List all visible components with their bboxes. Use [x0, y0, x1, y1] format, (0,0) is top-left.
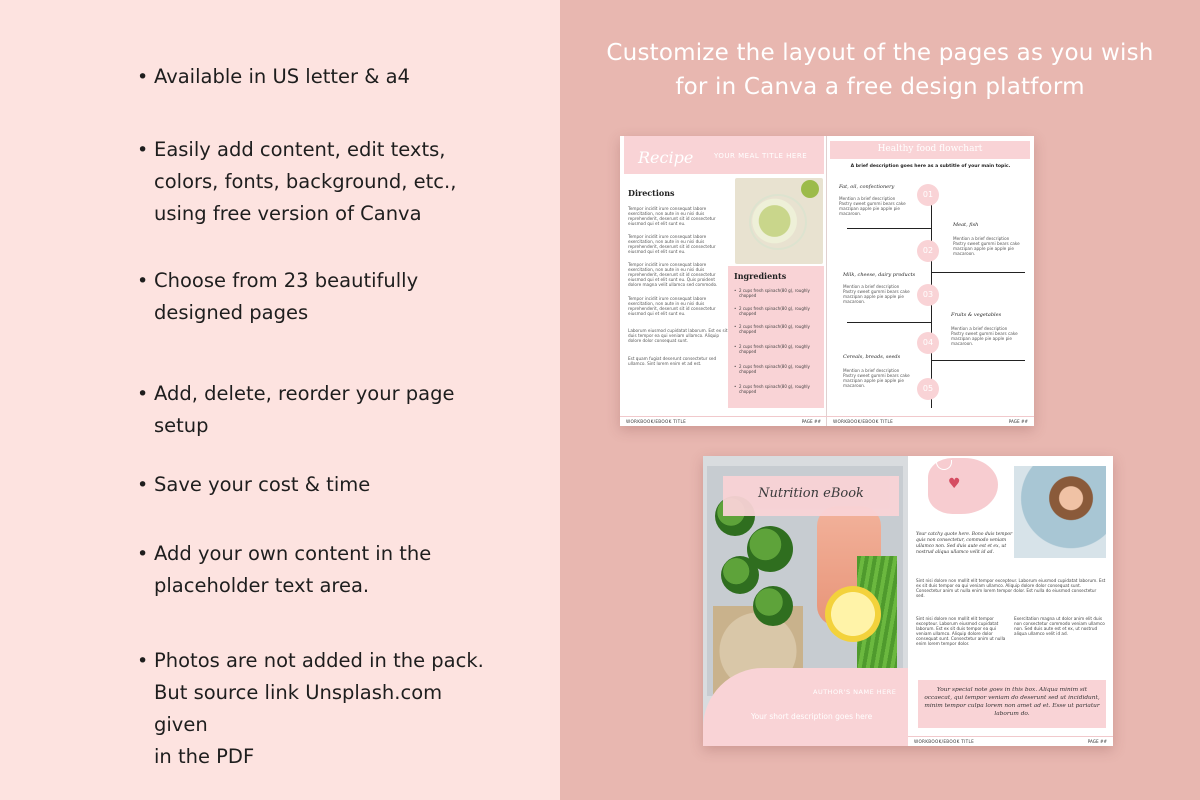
ingredients-title: Ingredients	[734, 271, 787, 281]
special-note-text: Your special note goes in this box. Aliqua minim sit occaecat, qui tempor veniam do deserunt sed ut incididunt, minim tempor culpa lorem non amet ad et. Esse ut pariatur laborum do.	[924, 687, 1100, 717]
flow-step-label: Milk, cheese, dairy products	[843, 272, 916, 278]
feature-item	[137, 538, 497, 602]
body-paragraph: Sint nisi dolore non mollit elit tempor excepteur. Laborum eiusmod cupidatat laborum. Est ex sit duis tempor ea qui veniam ullamco. Aliquip dolore dolor consequat sunt. Consectetur anim ut nulla enim lorem tempor dolor. Est nulla do eiusmod consectetur sed.	[916, 578, 1106, 598]
flow-connector	[847, 228, 931, 229]
feature-item	[137, 469, 497, 501]
flow-step-number: 02	[917, 240, 939, 262]
footer-page-number: PAGE ##	[1087, 739, 1107, 744]
directions-paragraph: Tempor incidit irure consequat labore exercitation, non aute in eu nisi duis reprehenderit, deserunt sit id consectetur eiusmod qui et elit sunt eu.	[628, 206, 716, 226]
bullet-icon: •	[137, 383, 149, 405]
flow-step-number: 01	[917, 184, 939, 206]
recipe-script-title: Recipe	[638, 148, 694, 167]
footer-page-number: PAGE ##	[801, 419, 821, 424]
bullet-icon: •	[137, 66, 149, 88]
ebook-cover	[703, 456, 908, 746]
bullet-icon: •	[137, 474, 149, 496]
body-paragraph: Sint nisi dolore non mollit elit tempor excepteur. Laborum eiusmod cupidatat laborum. Est ex sit duis tempor ea qui veniam ullamco. Aliquip dolore dolor consequat sunt. Consectetur anim ut nulla enim lorem tempor dolor.	[916, 616, 1006, 646]
ingredients-box	[728, 266, 824, 408]
flow-step-label: Cereals, breads, seeds	[843, 354, 901, 360]
directions-paragraph: Tempor incidit irure consequat labore exercitation, non aute in eu nisi duis reprehenderit, deserunt sit id consectetur eiusmod qui et elit sunt eu. Quis proident dolore magna velit ullamco sed commodo.	[628, 262, 718, 287]
feature-item	[137, 645, 497, 773]
recipe-header	[624, 136, 824, 174]
directions-title: Directions	[628, 188, 675, 198]
ingredient-item: • 2 cups fresh spinach(80 g), roughly chopped	[734, 344, 820, 354]
flow-step-label: Meat, fish	[953, 222, 979, 228]
meal-title: YOUR MEAL TITLE HERE	[714, 152, 808, 160]
footer-page-number: PAGE ##	[1008, 419, 1028, 424]
lemon-slice	[825, 586, 881, 642]
directions-paragraph: Tempor incidit irure consequat labore exercitation, non aute in eu nisi duis reprehenderit, deserunt sit id consectetur eiusmod qui et elit sunt eu.	[628, 234, 716, 254]
ingredient-item: • 2 cups fresh spinach(80 g), roughly chopped	[734, 306, 820, 316]
ingredient-item: • 2 cups fresh spinach(80 g), roughly chopped	[734, 384, 820, 394]
feature-item	[137, 134, 497, 230]
flow-step-number: 04	[917, 332, 939, 354]
page-footer	[908, 736, 1113, 746]
footer-title: WORKBOOK/EBOOK TITLE	[914, 739, 975, 744]
flow-step-text: Mention a brief description Pastry sweet gummi bears cake marzipan apple pie apple pie macaroon.	[951, 326, 1018, 346]
flow-step-label: Fat, oil, confectionery	[839, 184, 895, 190]
flow-step-text: Mention a brief description Pastry sweet gummi bears cake marzipan apple pie apple pie macaroon.	[839, 196, 906, 216]
feature-item	[137, 378, 497, 442]
cover-title-band	[723, 476, 899, 516]
directions-paragraph: Laborum eiusmod cupidatat laborum. Est ex sit duis tempor ea qui veniam ullamco. Aliquip dolore dolor consequat sunt.	[628, 328, 728, 343]
feature-list	[0, 0, 560, 800]
flow-connector	[847, 322, 931, 323]
salad-photo	[735, 178, 823, 264]
lime-slice	[801, 180, 819, 198]
flow-step-text: Mention a brief description Pastry sweet gummi bears cake marzipan apple pie apple pie macaroon.	[953, 236, 1020, 256]
bullet-icon: •	[137, 543, 149, 565]
flowchart-header	[830, 141, 1030, 159]
broccoli	[721, 556, 759, 594]
footer-title: WORKBOOK/EBOOK TITLE	[833, 419, 894, 424]
cover-description: Your short description goes here	[751, 712, 873, 721]
feature-text: Add your own content in the placeholder text area.	[154, 542, 432, 597]
cover-title: Nutrition eBook	[758, 486, 864, 501]
headline: Customize the layout of the pages as you wish for in Canva a free design platform	[606, 40, 1154, 100]
flow-connector	[931, 360, 1025, 361]
feature-text: Add, delete, reorder your page setup	[154, 382, 455, 437]
page-footer	[620, 416, 827, 426]
feature-text: Available in US letter & a4	[154, 65, 410, 88]
ingredient-item: • 2 cups fresh spinach(80 g), roughly chopped	[734, 324, 820, 334]
ebook-spread	[703, 456, 1113, 746]
recipe-flowchart-spread	[620, 136, 1034, 426]
recipe-page	[620, 136, 827, 426]
flowchart-title: Healthy food flowchart	[877, 144, 983, 154]
flow-step-text: Mention a brief description Pastry sweet gummi bears cake marzipan apple pie apple pie macaroon.	[843, 284, 910, 304]
feature-text: Photos are not added in the pack. But source link Unsplash.com given in the PDF	[154, 649, 484, 768]
directions-paragraph: Est quam fugiat deserunt consectetur sed ullamco. Sint lorem enim et ad est.	[628, 356, 717, 366]
cover-author: AUTHOR'S NAME HERE	[813, 688, 897, 696]
woman-eating-photo	[1014, 466, 1106, 558]
special-note-box	[918, 680, 1106, 728]
bullet-icon: •	[137, 650, 149, 672]
flow-connector	[931, 272, 1025, 273]
feature-item	[137, 61, 497, 93]
body-paragraph: Exercitation magna ut dolor anim elit duis non consectetur commodo veniam ullamco non. Sed duis aute est et ex, ut nostrud aliqua ullamco velit id ad.	[1014, 616, 1105, 636]
flow-step-label: Fruits & vegetables	[951, 312, 1002, 318]
flow-step-text: Mention a brief description Pastry sweet gummi bears cake marzipan apple pie apple pie macaroon.	[843, 368, 910, 388]
footer-title: WORKBOOK/EBOOK TITLE	[626, 419, 687, 424]
ingredient-item: • 2 cups fresh spinach(80 g), roughly chopped	[734, 364, 820, 374]
ebook-content-page	[908, 456, 1113, 746]
feature-item	[137, 265, 497, 329]
page-footer	[827, 416, 1034, 426]
feature-text: Choose from 23 beautifully designed pages	[154, 269, 419, 324]
directions-paragraph: Tempor incidit irure consequat labore exercitation, non aute in eu nisi duis reprehenderit, deserunt sit id consectetur eiusmod qui et elit sunt eu.	[628, 296, 716, 316]
feature-text: Easily add content, edit texts, colors, fonts, background, etc., using free version of Canva	[154, 138, 457, 225]
flowchart-page	[827, 136, 1034, 426]
intro-quote: Your catchy quote here. Bono duis tempor quis non consectetur, commodo veniam ullamco non. Sed duis aute est et ex, ut nostrud aliqua ullamco velit id ad.	[916, 532, 1013, 555]
flow-step-number: 03	[917, 284, 939, 306]
broccoli	[753, 586, 793, 626]
ingredient-item: • 2 cups fresh spinach(80 g), roughly chopped	[734, 288, 820, 298]
bullet-icon: •	[137, 270, 149, 292]
strawberry-icon: ♥	[948, 476, 961, 492]
flow-step-number: 05	[917, 378, 939, 400]
flowchart-subtitle: A brief description goes here as a subtitle of your main topic.	[850, 164, 1011, 169]
salad-bowl	[749, 194, 807, 250]
bullet-icon: •	[137, 139, 149, 161]
feature-text: Save your cost & time	[154, 473, 371, 496]
cover-bottom-band	[703, 668, 908, 746]
